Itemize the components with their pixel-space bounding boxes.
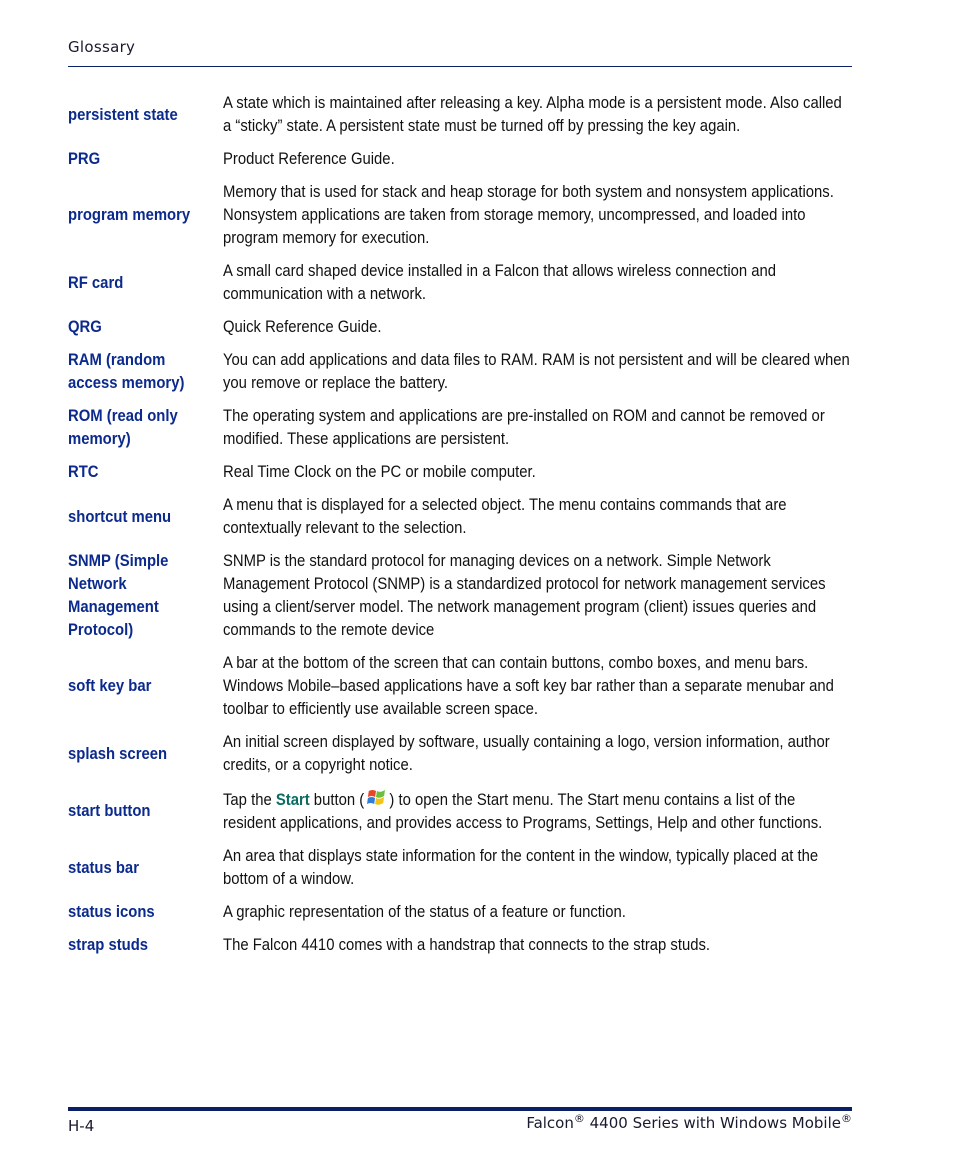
glossary-term: RTC bbox=[68, 463, 99, 481]
start-keyword: Start bbox=[275, 791, 310, 809]
glossary-term: strap studs bbox=[68, 936, 149, 954]
glossary-definition: An area that displays state information for the content in the window, typically placed at the bottom of a window. bbox=[223, 847, 819, 888]
glossary-entry bbox=[68, 787, 852, 835]
glossary-definition: Quick Reference Guide. bbox=[223, 318, 382, 336]
glossary-entry bbox=[68, 845, 852, 891]
glossary-definition: A bar at the bottom of the screen that can contain buttons, combo boxes, and menu bars. Windows Mobile–based applications have a soft key bar rather than a separate menubar and toolbar to efficiently use available screen space. bbox=[223, 654, 834, 718]
glossary-term: program memory bbox=[68, 206, 191, 224]
glossary-definition: A menu that is displayed for a selected object. The menu contains commands that are contextually relevant to the selection. bbox=[223, 496, 787, 537]
glossary-entry bbox=[68, 316, 852, 339]
glossary-entry bbox=[68, 92, 852, 138]
glossary-term: persistent state bbox=[68, 105, 178, 124]
footer-rule bbox=[68, 1107, 852, 1111]
windows-start-icon bbox=[366, 787, 388, 809]
glossary-entry bbox=[68, 405, 852, 451]
glossary-term: RF card bbox=[68, 273, 124, 292]
glossary-entry bbox=[68, 461, 852, 484]
glossary-entry bbox=[68, 934, 852, 957]
glossary-definition: The operating system and applications are pre-installed on ROM and cannot be removed or modified. These applications are persistent. bbox=[223, 407, 825, 448]
glossary-definition: The Falcon 4410 comes with a handstrap that connects to the strap studs. bbox=[223, 936, 711, 954]
glossary-term: status icons bbox=[68, 903, 155, 921]
book-title-text: 4400 Series with Windows Mobile bbox=[584, 1114, 841, 1132]
glossary-term: QRG bbox=[68, 318, 102, 336]
glossary-term: splash screen bbox=[68, 744, 168, 763]
header-rule bbox=[68, 66, 852, 67]
glossary-entry bbox=[68, 181, 852, 250]
glossary-term: shortcut menu bbox=[68, 507, 172, 526]
glossary-entry bbox=[68, 652, 852, 721]
glossary-definition bbox=[223, 787, 851, 835]
glossary-term: SNMP (Simple Network Management Protocol) bbox=[68, 552, 169, 639]
section-title: Glossary bbox=[68, 38, 136, 56]
glossary-term: soft key bar bbox=[68, 677, 152, 695]
glossary-term: RAM (random access memory) bbox=[68, 351, 185, 392]
page-number: H-4 bbox=[68, 1117, 95, 1135]
glossary-entry bbox=[68, 731, 852, 777]
glossary-entry bbox=[68, 148, 852, 171]
glossary-definition: SNMP is the standard protocol for managing devices on a network. Simple Network Management Protocol (SNMP) is a standardized protocol for network management services using a client/server model. The network management program (client) issues queries and commands to the remote device bbox=[223, 552, 826, 639]
glossary-entry bbox=[68, 901, 852, 924]
registered-mark: ® bbox=[841, 1112, 852, 1125]
glossary-term: PRG bbox=[68, 150, 101, 168]
glossary-definition: A small card shaped device installed in a Falcon that allows wireless connection and communication with a network. bbox=[223, 262, 777, 303]
glossary-entry bbox=[68, 260, 852, 306]
definition-text: button ( bbox=[309, 791, 365, 809]
glossary-entry bbox=[68, 550, 852, 642]
glossary-term: start button bbox=[68, 801, 151, 820]
glossary-definition: You can add applications and data files to RAM. RAM is not persistent and will be cleared when you remove or replace the battery. bbox=[223, 351, 850, 392]
registered-mark: ® bbox=[573, 1112, 585, 1125]
glossary-definition: Memory that is used for stack and heap storage for both system and nonsystem applications. Nonsystem applications are taken from storage memory, uncompressed, and loaded into program memory for execution. bbox=[223, 183, 834, 247]
glossary-list bbox=[68, 92, 852, 967]
glossary-term: ROM (read only memory) bbox=[68, 407, 178, 448]
glossary-definition: A state which is maintained after releasing a key. Alpha mode is a persistent mode. Also called a “sticky” state. A persistent state must be turned off by pressing the key again. bbox=[223, 94, 842, 135]
glossary-entry bbox=[68, 349, 852, 395]
glossary-definition: A graphic representation of the status of a feature or function. bbox=[223, 903, 626, 921]
book-title-text: Falcon bbox=[526, 1114, 574, 1132]
definition-text: ) to open the Start menu. The Start menu contains a list of the resident applications, and provides access to Programs, Settings, Help and other functions. bbox=[223, 791, 823, 832]
definition-text: Tap the bbox=[223, 791, 276, 809]
glossary-term: status bar bbox=[68, 858, 139, 877]
glossary-definition: An initial screen displayed by software, usually containing a logo, version information, author credits, or a copyright notice. bbox=[223, 733, 830, 774]
glossary-definition: Product Reference Guide. bbox=[223, 150, 395, 168]
book-title bbox=[526, 1112, 852, 1132]
glossary-definition: Real Time Clock on the PC or mobile computer. bbox=[223, 463, 536, 481]
glossary-entry bbox=[68, 494, 852, 540]
